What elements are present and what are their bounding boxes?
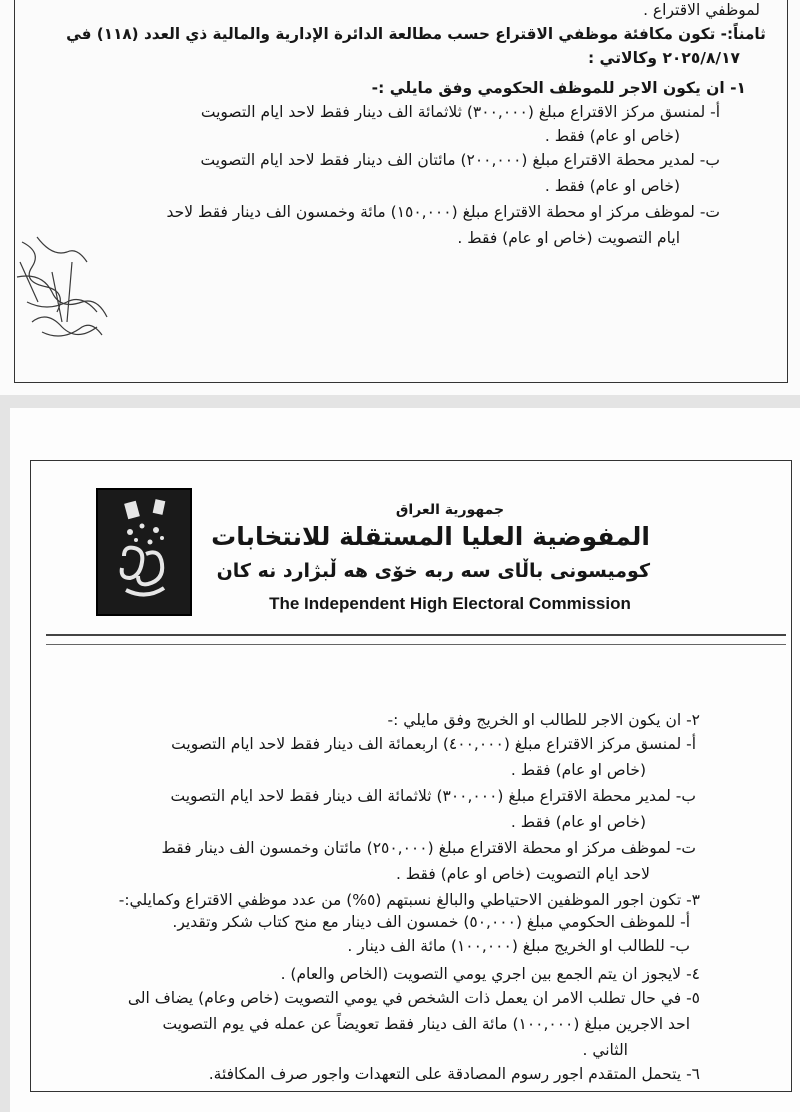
header-divider-secondary xyxy=(46,644,786,645)
commission-name-kurdish: كوميسونی باڵای سه ربه خۆی هه ڵبژارد نه كان xyxy=(216,560,650,582)
text-line: (خاص او عام) فقط . xyxy=(544,127,680,145)
section-heading-eighth: ثامناً:- تكون مكافئة موظفي الاقتراع حسب مطالعة الدائرة الإدارية والمالية ذي العدد (١١٨) في xyxy=(66,25,767,43)
text-line: ٢٠٢٥/٨/١٧ وكالاتي : xyxy=(587,49,740,67)
text-line: ب- لمدير محطة الاقتراع مبلغ (٣٠٠,٠٠٠) ثلاثمائة الف دينار فقط لاحد ايام التصويت xyxy=(170,787,696,805)
bottom-document-page xyxy=(10,408,800,1112)
text-line: أ- للموظف الحكومي مبلغ (٥٠,٠٠٠) خمسون الف دينار مع منح كتاب شكر وتقدير. xyxy=(172,913,690,931)
text-line: ب- للطالب او الخريج مبلغ (١٠٠,٠٠٠) مائة الف دينار . xyxy=(347,937,690,955)
commission-name-arabic: المفوضية العليا المستقلة للانتخابات xyxy=(211,522,650,551)
header-divider xyxy=(46,634,786,636)
text-line: لموظفي الاقتراع . xyxy=(643,1,760,19)
text-line: ايام التصويت (خاص او عام) فقط . xyxy=(457,229,680,247)
text-line: (خاص او عام) فقط . xyxy=(510,813,646,831)
text-line: ت- لموظف مركز او محطة الاقتراع مبلغ (٢٥٠,٠٠٠) مائتان وخمسون الف دينار فقط xyxy=(161,839,696,857)
text-line: أ- لمنسق مركز الاقتراع مبلغ (٣٠٠,٠٠٠) ثلاثمائة الف دينار فقط لاحد ايام التصويت xyxy=(200,103,720,121)
text-line: (خاص او عام) فقط . xyxy=(510,761,646,779)
commission-logo xyxy=(96,488,192,616)
text-line: احد الاجرين مبلغ (١٠٠,٠٠٠) مائة الف دينار فقط تعويضاً عن عمله في يوم التصويت xyxy=(162,1015,690,1033)
handwritten-signature xyxy=(12,232,122,347)
text-line: ٤- لايجوز ان يتم الجمع بين اجري يومي التصويت (الخاص والعام) . xyxy=(280,965,700,983)
text-line: أ- لمنسق مركز الاقتراع مبلغ (٤٠٠,٠٠٠) اربعمائة الف دينار فقط لاحد ايام التصويت xyxy=(171,735,696,753)
commission-name-english: The Independent High Electoral Commission xyxy=(269,594,631,613)
top-document-page xyxy=(0,0,800,395)
text-line: ١- ان يكون الاجر للموظف الحكومي وفق مايلي :- xyxy=(371,79,746,97)
text-line: ت- لموظف مركز او محطة الاقتراع مبلغ (١٥٠,٠٠٠) مائة وخمسون الف دينار فقط لاحد xyxy=(166,203,720,221)
text-line: ٦- يتحمل المتقدم اجور رسوم المصادقة على التعهدات واجور صرف المكافئة. xyxy=(208,1065,700,1083)
text-line: ب- لمدير محطة الاقتراع مبلغ (٢٠٠,٠٠٠) مائتان الف دينار فقط لاحد ايام التصويت xyxy=(200,151,720,169)
text-line: الثاني . xyxy=(582,1041,628,1059)
text-line: ٥- في حال تطلب الامر ان يعمل ذات الشخص في يومي التصويت (خاص وعام) يضاف الى xyxy=(127,989,700,1007)
text-line: ٣- تكون اجور الموظفين الاحتياطي والبالغ نسبتهم (٥%) من عدد موظفي الاقتراع وكمايلي:- xyxy=(118,891,700,909)
country-name: جمهورية العراق xyxy=(395,502,505,518)
text-line: (خاص او عام) فقط . xyxy=(544,177,680,195)
text-line: لاحد ايام التصويت (خاص او عام) فقط . xyxy=(395,865,650,883)
text-line: ٢- ان يكون الاجر للطالب او الخريج وفق مايلي :- xyxy=(387,711,700,729)
